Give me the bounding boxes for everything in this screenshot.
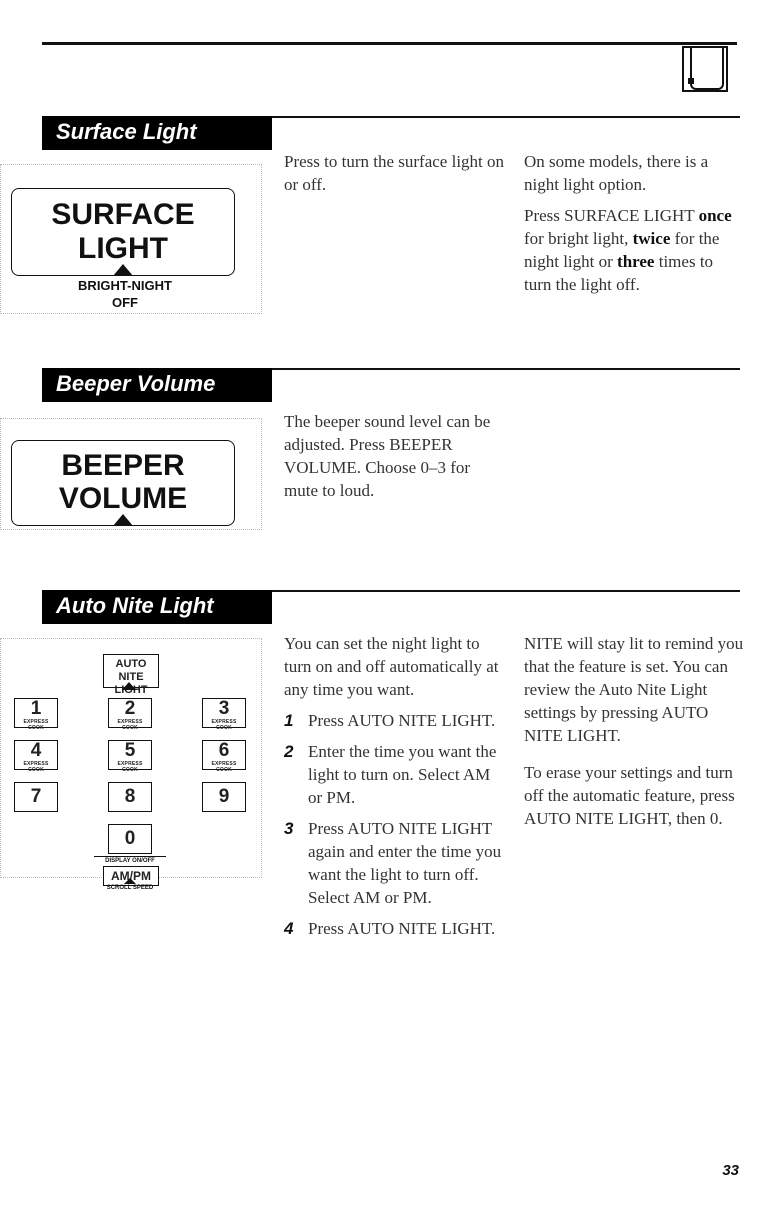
surface-col1 <box>284 150 508 204</box>
surface-col2-p1: On some models, there is a night light option. <box>524 152 709 194</box>
nite-step-4: 4 Press AUTO NITE LIGHT. <box>284 919 496 938</box>
section-header-auto-nite-light <box>42 590 272 624</box>
key-label-line2: LIGHT <box>78 232 168 265</box>
section-title: Surface Light <box>56 119 197 144</box>
nite-col2 <box>524 632 744 838</box>
auto-nite-light-key: AUTO NITE LIGHT <box>103 654 159 688</box>
nite-step-1: 1 Press AUTO NITE LIGHT. <box>284 711 496 730</box>
section-title: Beeper Volume <box>56 371 216 396</box>
nite-col2-p1: NITE will stay lit to remind you that the feature is set. You can review the Auto Nite Light settings by pressing AUTO NITE LIGHT. <box>524 634 744 745</box>
key-pointer-triangle <box>113 514 133 526</box>
chapter-tab-icon <box>682 46 728 92</box>
key-label-line1: SURFACE <box>51 198 195 231</box>
key-sublabel: BRIGHT-NIGHT <box>78 278 172 293</box>
nite-step-3: 3 Press AUTO NITE LIGHT again and enter the time you want the light to turn off. Select AM or PM. <box>284 819 502 907</box>
nite-col1 <box>284 632 508 948</box>
nite-col2-p2: To erase your settings and turn off the automatic feature, press AUTO NITE LIGHT, then 0. <box>524 763 735 828</box>
keypad-key-0: 0 <box>108 824 152 854</box>
beeper-col1 <box>284 410 508 510</box>
keypad-key-7: 7 <box>14 782 58 812</box>
key-pointer-triangle <box>122 682 136 690</box>
section-header-beeper-volume <box>42 368 272 402</box>
display-on-off-label: DISPLAY ON/OFF <box>94 856 166 865</box>
top-rule <box>42 42 737 45</box>
beeper-text: The beeper sound level can be adjusted. Press BEEPER VOLUME. Choose 0–3 for mute to loud. <box>284 412 491 500</box>
am-pm-key: AM/PM <box>103 866 159 886</box>
key-sublabel-off: OFF <box>112 295 138 310</box>
page-number: 33 <box>722 1162 739 1179</box>
key-pointer-triangle <box>113 264 133 276</box>
keypad-key-5: 5 EXPRESS COOK <box>108 740 152 770</box>
surface-col2 <box>524 150 744 304</box>
keypad-key-4: 4 EXPRESS COOK <box>14 740 58 770</box>
surface-light-key <box>11 188 235 276</box>
keypad-key-2: 2 EXPRESS COOK <box>108 698 152 728</box>
keypad-key-1: 1 EXPRESS COOK <box>14 698 58 728</box>
scroll-speed-label: SCROLL SPEED <box>106 885 154 891</box>
nite-intro: You can set the night light to turn on and off automatically at any time you want. <box>284 634 499 699</box>
keypad-key-6: 6 EXPRESS COOK <box>202 740 246 770</box>
surface-col2-p2: Press SURFACE LIGHT once for bright light, twice for the night light or three times to turn the light off. <box>524 206 732 294</box>
key-label-line2: VOLUME <box>58 482 188 515</box>
section-rule <box>272 116 740 118</box>
key-label-line1: BEEPER <box>61 449 185 482</box>
nite-step-2: 2 Enter the time you want the light to turn on. Select AM or PM. <box>284 742 497 807</box>
section-rule <box>272 368 740 370</box>
section-rule <box>272 590 740 592</box>
keypad-key-8: 8 <box>108 782 152 812</box>
keypad-key-9: 9 <box>202 782 246 812</box>
keypad-key-3: 3 EXPRESS COOK <box>202 698 246 728</box>
section-title: Auto Nite Light <box>56 593 214 618</box>
surface-text: Press to turn the surface light on or off. <box>284 152 505 194</box>
tab-glyph <box>690 48 724 90</box>
section-header-surface-light <box>42 116 272 150</box>
